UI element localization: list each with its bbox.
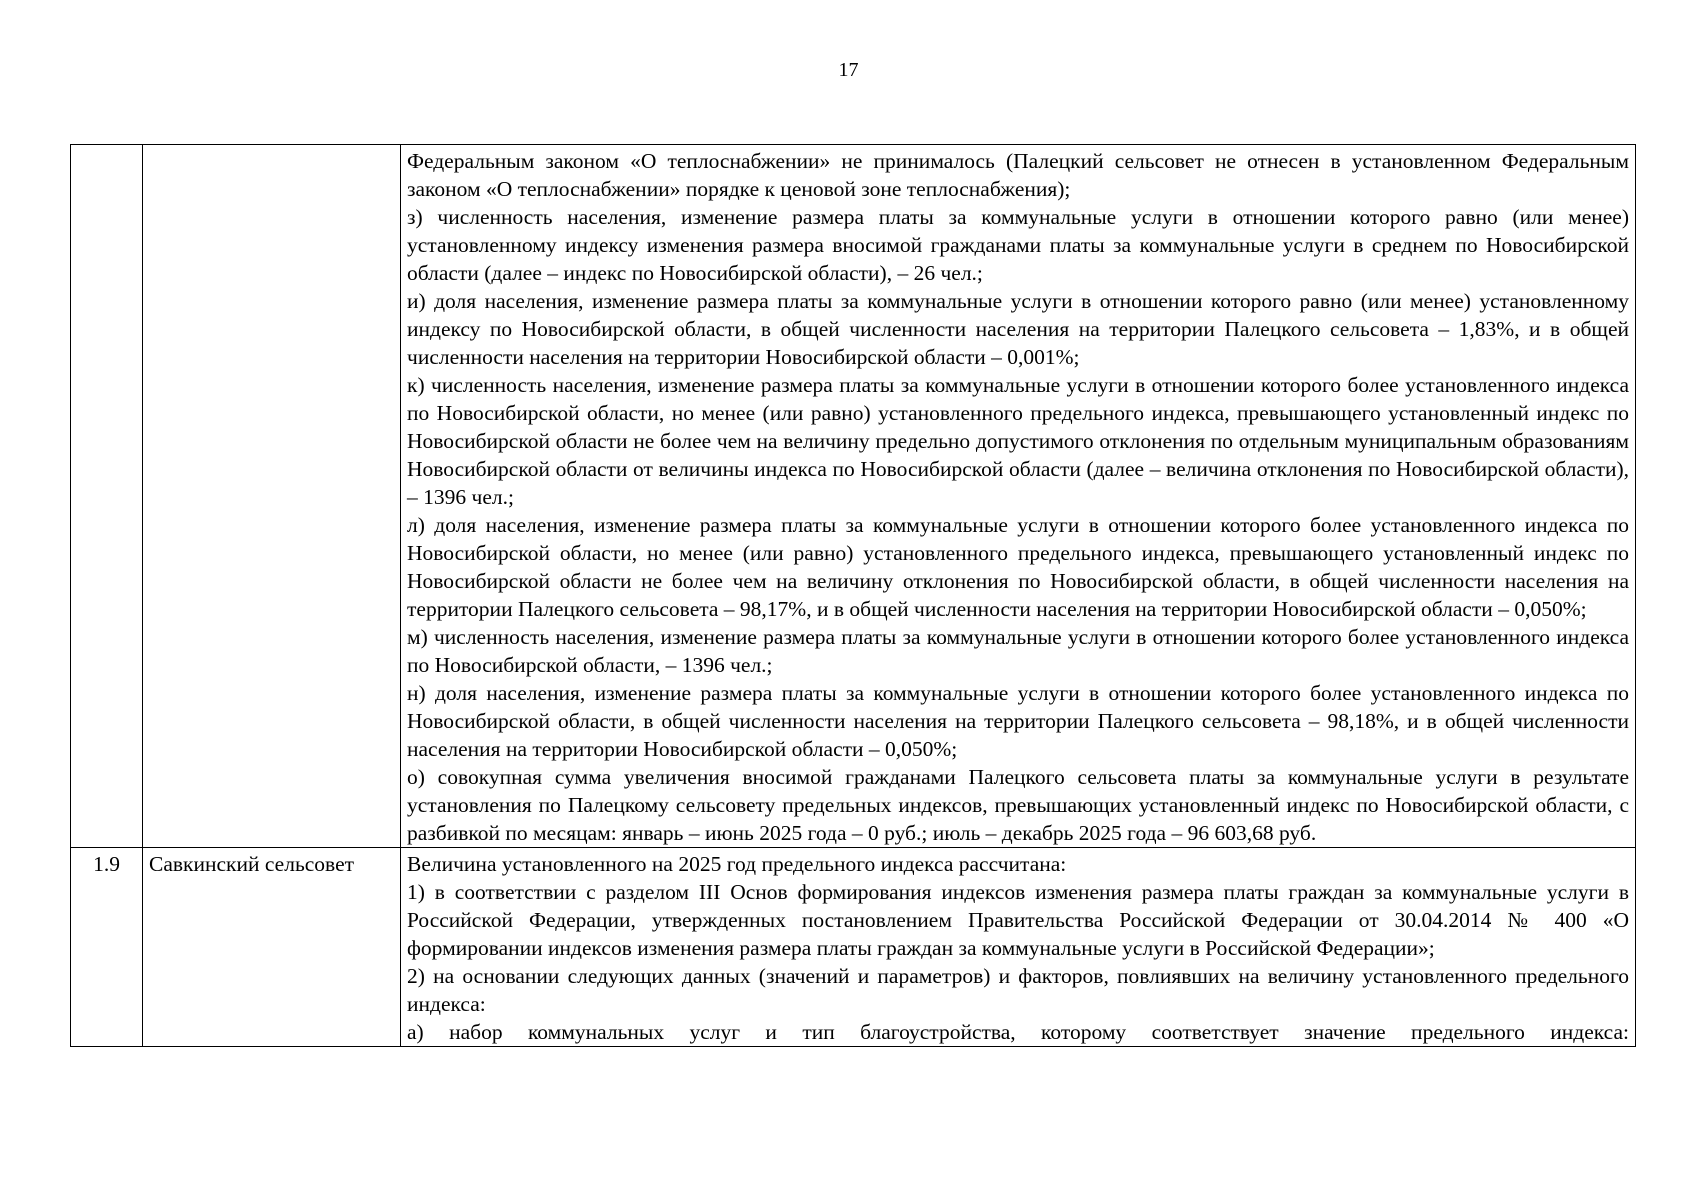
content-paragraph: з) численность населения, изменение размера платы за коммунальные услуги в отношении которого равно (или менее) установленному индексу изменения размера вносимой гражданами платы за коммунальные услуги в среднем по Новосибирской области (далее – индекс по Новосибирской области), – 26 чел.; (407, 205, 1629, 285)
row-content (401, 145, 1636, 848)
row-content (401, 848, 1636, 1047)
row-number (71, 145, 143, 848)
content-paragraph: и) доля населения, изменение размера платы за коммунальные услуги в отношении которого равно (или менее) установленному индексу по Новосибирской области, в общей численности населения на территории Палецкого сельсовета – 1,83%, и в общей численности населения на территории Новосибирской области – 0,001%; (407, 289, 1629, 369)
table-row (71, 848, 1636, 1047)
content-paragraph: к) численность населения, изменение размера платы за коммунальные услуги в отношении которого более установленного индекса по Новосибирской области, но менее (или равно) установленного предельного индекса, превышающего установленный индекс по Новосибирской области не более чем на величину предельно допустимого отклонения по отдельным муниципальным образованиям Новосибирской области от величины индекса по Новосибирской области (далее – величина отклонения по Новосибирской области), – 1396 чел.; (407, 373, 1629, 509)
content-paragraph: Федеральным законом «О теплоснабжении» не принималось (Палецкий сельсовет не отнесен в установленном Федеральным законом «О теплоснабжении» порядке к ценовой зоне теплоснабжения); (407, 149, 1629, 201)
content-paragraph: а) набор коммунальных услуг и тип благоустройства, которому соответствует значение предельного индекса: (407, 1020, 1629, 1044)
content-paragraph: м) численность населения, изменение размера платы за коммунальные услуги в отношении которого более установленного индекса по Новосибирской области, – 1396 чел.; (407, 625, 1629, 677)
row-number: 1.9 (71, 848, 143, 1047)
municipality-name: Савкинский сельсовет (143, 848, 401, 1047)
content-paragraph: Величина установленного на 2025 год предельного индекса рассчитана: (407, 852, 1067, 876)
content-paragraph: л) доля населения, изменение размера платы за коммунальные услуги в отношении которого более установленного индекса по Новосибирской области, но менее (или равно) установленного предельного индекса, превышающего установленный индекс по Новосибирской области не более чем на величину отклонения по Новосибирской области, в общей численности населения на территории Палецкого сельсовета – 98,17%, и в общей численности населения на территории Новосибирской области – 0,050%; (407, 513, 1629, 621)
page-number: 17 (838, 59, 859, 81)
content-paragraph: н) доля населения, изменение размера платы за коммунальные услуги в отношении которого более установленного индекса по Новосибирской области, в общей численности населения на территории Палецкого сельсовета – 98,18%, и в общей численности населения на территории Новосибирской области – 0,050%; (407, 681, 1629, 761)
table-row (71, 145, 1636, 848)
content-paragraph: о) совокупная сумма увеличения вносимой гражданами Палецкого сельсовета платы за коммунальные услуги в результате установления по Палецкому сельсовету предельных индексов, превышающих установленный индекс по Новосибирской области, с разбивкой по месяцам: январь – июнь 2025 года – 0 руб.; июль – декабрь 2025 года – 96 603,68 руб. (407, 765, 1629, 845)
content-paragraph: 1) в соответствии с разделом III Основ формирования индексов изменения размера платы граждан за коммунальные услуги в Российской Федерации, утвержденных постановлением Правительства Российской Федерации от 30.04.2014 № 400 «О формировании индексов изменения размера платы граждан за коммунальные услуги в Российской Федерации»; (407, 880, 1629, 960)
municipality-name (143, 145, 401, 848)
municipality-index-table (70, 144, 1636, 1047)
content-paragraph: 2) на основании следующих данных (значений и параметров) и факторов, повлиявших на величину установленного предельного индекса: (407, 964, 1629, 1016)
